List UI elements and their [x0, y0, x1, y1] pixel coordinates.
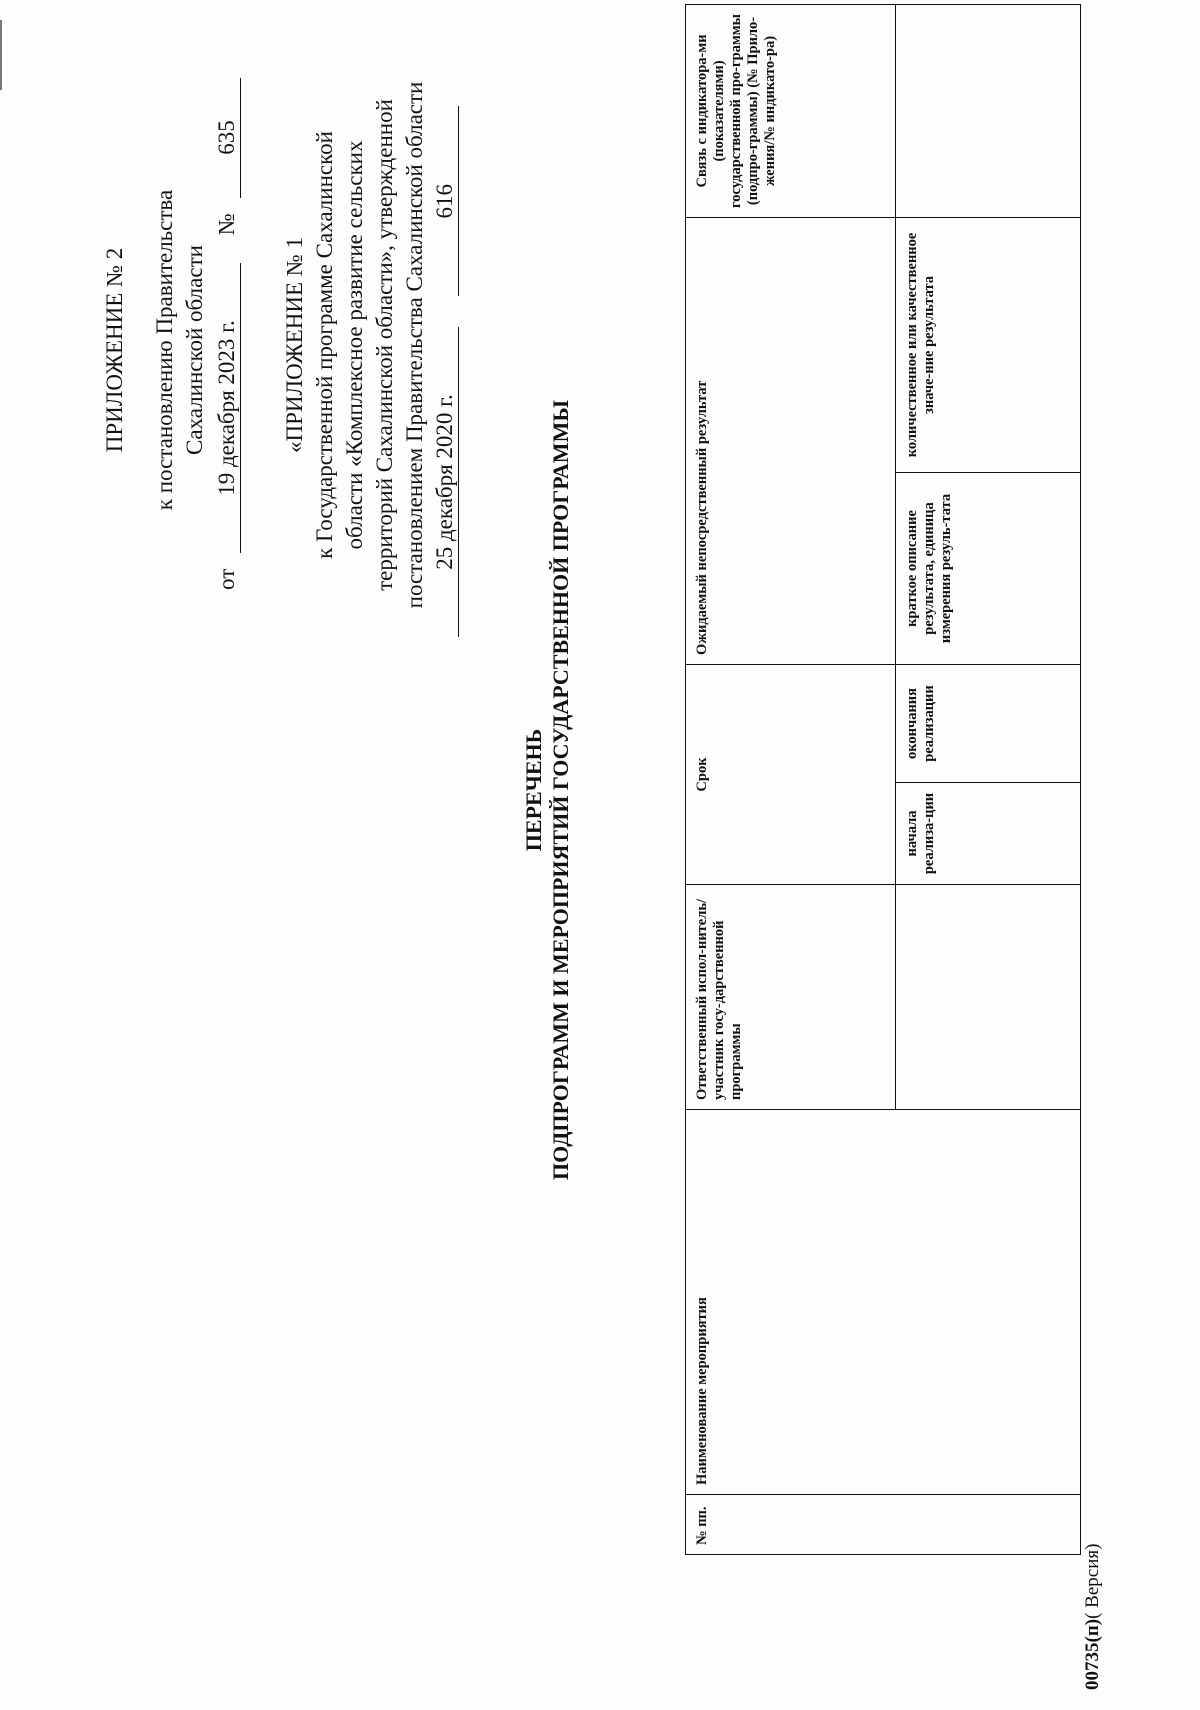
- col-header-term: Срок: [686, 664, 896, 884]
- appendix-number: 635: [214, 78, 241, 198]
- heading-line1: ПЕРЕЧЕНЬ: [521, 728, 546, 852]
- version-code: [1082, 1544, 1104, 1690]
- col-header-executor: Ответственный испол-нитель/участник госу-дарственной программы: [686, 885, 896, 1110]
- col-sub-indicator-empty: [896, 4, 1081, 217]
- appendix-line2: Сахалинской области: [182, 245, 207, 455]
- col-sub-result-value: количественное или качественное значе-ние результата: [896, 217, 1081, 472]
- col-header-indicator-link: Связь с индикатора-ми (показателями) государственной про-граммы (подпро-граммы) (№ Прило-жения/№ индикато-ра): [686, 4, 896, 217]
- appendix-date: 19 декабря 2023 г.: [214, 263, 241, 553]
- col-header-result: Ожидаемый непосредственный результат: [686, 217, 896, 664]
- appendix-block: [100, 70, 242, 630]
- activities-table: [685, 4, 1081, 1555]
- appendix-title: ПРИЛОЖЕНИЕ № 2: [102, 247, 127, 453]
- version-label: ( Версия): [1082, 1543, 1103, 1619]
- number-label: №: [214, 213, 239, 236]
- col-header-name: Наименование мероприятия: [686, 1110, 1081, 1495]
- heading-line2: ПОДПРОГРАММ И МЕРОПРИЯТИЙ ГОСУДАРСТВЕННОЙ ПРОГРАММЫ: [548, 400, 573, 1180]
- original-appendix-block: [280, 35, 460, 655]
- original-line3: территорий Сахалинской области», утвержденной: [372, 99, 397, 591]
- original-title: «ПРИЛОЖЕНИЕ № 1: [282, 236, 307, 454]
- appendix-line1: к постановлению Правительства: [152, 189, 177, 511]
- original-line2: области «Комплексное развитие сельских: [342, 140, 367, 550]
- original-line4: постановлением Правительства Сахалинской области: [402, 81, 427, 609]
- original-line1: к Государственной программе Сахалинской: [312, 131, 337, 559]
- from-label: от: [214, 568, 239, 590]
- original-number: 616: [432, 106, 459, 296]
- appendix-date-line: [212, 70, 242, 630]
- col-sub-result-description: краткое описание результата, единица измерения резуль-тата: [896, 472, 1081, 664]
- document-heading: [520, 270, 574, 1310]
- original-date-line: [430, 35, 460, 655]
- col-header-number: № пп.: [686, 1495, 1081, 1555]
- original-date: 25 декабря 2020 г.: [432, 327, 459, 637]
- col-sub-term-start: начала реализа-ции: [896, 783, 1081, 885]
- col-sub-executor-empty: [896, 885, 1081, 1110]
- scan-artifact: [0, 20, 2, 90]
- document-code: 00735(п): [1082, 1618, 1103, 1690]
- col-sub-term-end: окончания реализации: [896, 664, 1081, 782]
